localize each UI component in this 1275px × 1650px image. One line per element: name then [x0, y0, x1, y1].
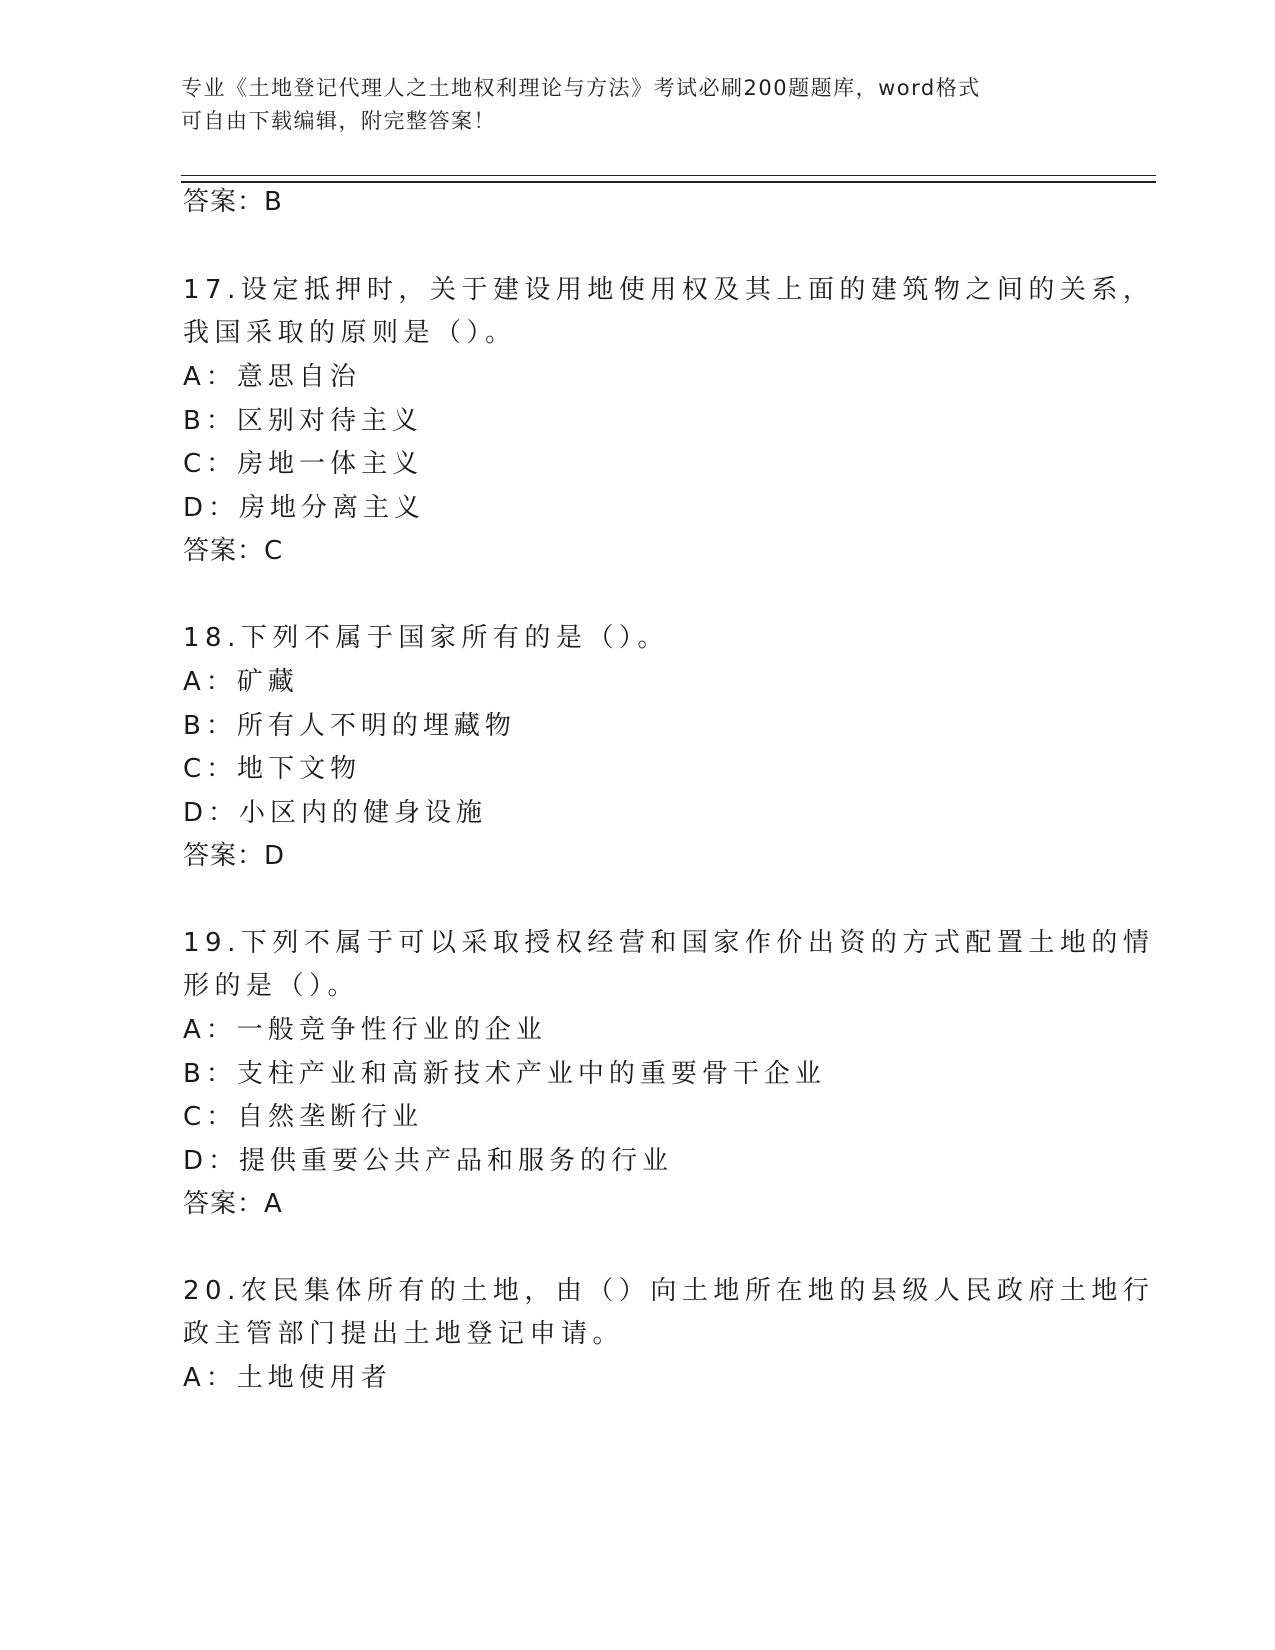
question-17-stem-line-2: 我国采取的原则是（）。	[183, 318, 517, 348]
question-17-stem-line-1: 17.设定抵押时，关于建设用地使用权及其上面的建筑物之间的关系，	[183, 275, 1155, 305]
question-18-option-a: A：矿藏	[183, 667, 299, 697]
question-19-option-b: B：支柱产业和高新技术产业中的重要骨干企业	[183, 1059, 826, 1089]
question-19-option-c: C：自然垄断行业	[183, 1102, 424, 1132]
question-18-option-b: B：所有人不明的埋藏物	[183, 711, 516, 741]
question-17-option-b: B：区别对待主义	[183, 406, 423, 436]
document-header	[181, 72, 1061, 138]
question-17-option-d: D：房地分离主义	[183, 493, 426, 523]
header-line-2: 可自由下载编辑，附完整答案！	[181, 109, 496, 133]
question-18-option-d: D：小区内的健身设施	[183, 798, 488, 828]
question-19-stem-line-2: 形的是（）。	[183, 971, 360, 1001]
question-19-option-a: A：一般竞争性行业的企业	[183, 1015, 547, 1045]
question-19-stem-line-1: 19.下列不属于可以采取授权经营和国家作价出资的方式配置土地的情	[183, 928, 1155, 958]
question-20-option-a: A：土地使用者	[183, 1363, 392, 1393]
header-rule-thick	[181, 181, 1156, 183]
question-17-option-a: A：意思自治	[183, 362, 361, 392]
question-17-option-c: C：房地一体主义	[183, 449, 424, 479]
question-20-stem-line-2: 政主管部门提出土地登记申请。	[183, 1319, 625, 1349]
answer-label: 答案：B	[183, 187, 283, 217]
question-18-stem-line-1: 18.下列不属于国家所有的是（）。	[183, 623, 669, 653]
question-19-answer: 答案：A	[183, 1189, 283, 1219]
header-line-1: 专业《土地登记代理人之土地权利理论与方法》考试必刷200题题库，word格式	[181, 76, 981, 100]
question-18-option-c: C：地下文物	[183, 754, 362, 784]
question-19-option-d: D：提供重要公共产品和服务的行业	[183, 1146, 674, 1176]
header-rule-thin	[181, 175, 1156, 176]
question-20-stem-line-1: 20.农民集体所有的土地，由（）向土地所在地的县级人民政府土地行	[183, 1276, 1155, 1306]
question-18-answer: 答案：D	[183, 841, 286, 871]
question-17-answer: 答案：C	[183, 536, 284, 566]
